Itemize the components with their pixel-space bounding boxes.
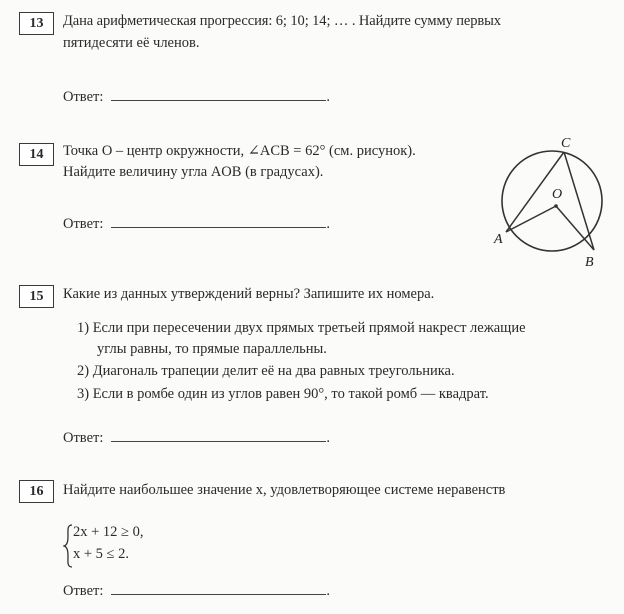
problem-14-text-line1: Точка O – центр окружности, ∠ACB = 62° (см. рисунок). — [63, 143, 416, 159]
answer-label: Ответ: — [63, 430, 104, 446]
radius-ob — [556, 206, 594, 250]
statement-3: 3) Если в ромбе один из углов равен 90°, то такой ромб — квадрат. — [77, 386, 489, 402]
chord-cb — [564, 152, 594, 250]
problem-13-answer[interactable]: Ответ: . — [63, 86, 330, 107]
problem-15-answer[interactable]: Ответ: . — [63, 427, 330, 448]
label-b: B — [585, 255, 594, 270]
problem-15-text: Какие из данных утверждений верны? Запишите их номера. — [63, 286, 435, 302]
center-point — [554, 204, 558, 208]
system-line-1: 2x + 12 ≥ 0, — [73, 524, 144, 540]
problem-13-number: 13 — [19, 12, 54, 35]
brace-icon — [63, 524, 73, 568]
problem-13-text-line2: пятидесяти её членов. — [63, 35, 200, 51]
answer-line[interactable] — [111, 427, 326, 442]
system-line-2: x + 5 ≤ 2. — [73, 546, 130, 562]
problem-14-text-line2: Найдите величину угла AOB (в градусах). — [63, 164, 324, 180]
problem-16-number: 16 — [19, 480, 54, 503]
label-o: O — [552, 187, 563, 202]
problem-16-text: Найдите наибольшее значение x, удовлетворяющее системе неравенств — [63, 482, 506, 498]
answer-line[interactable] — [111, 580, 326, 595]
answer-label: Ответ: — [63, 583, 104, 599]
statement-2: 2) Диагональ трапеции делит её на два равных треугольника. — [77, 363, 455, 379]
problem-16-answer[interactable]: Ответ: . — [63, 580, 330, 601]
problem-15-number: 15 — [19, 285, 54, 308]
statement-1-line1: 1) Если при пересечении двух прямых третьей прямой накрест лежащие — [77, 320, 526, 336]
answer-line[interactable] — [111, 213, 326, 228]
statement-1-line2: углы равны, то прямые параллельны. — [97, 341, 327, 357]
inequality-system — [63, 524, 183, 568]
answer-label: Ответ: — [63, 216, 104, 232]
problem-14-answer[interactable]: Ответ: . — [63, 213, 330, 234]
label-a: A — [494, 232, 503, 247]
label-c: C — [561, 136, 571, 151]
problem-13-text-line1: Дана арифметическая прогрессия: 6; 10; 14; … . Найдите сумму первых — [63, 13, 501, 29]
problem-14-number: 14 — [19, 143, 54, 166]
circle-figure — [476, 132, 616, 272]
answer-line[interactable] — [111, 86, 326, 101]
radius-oa — [506, 206, 556, 232]
answer-label: Ответ: — [63, 89, 104, 105]
